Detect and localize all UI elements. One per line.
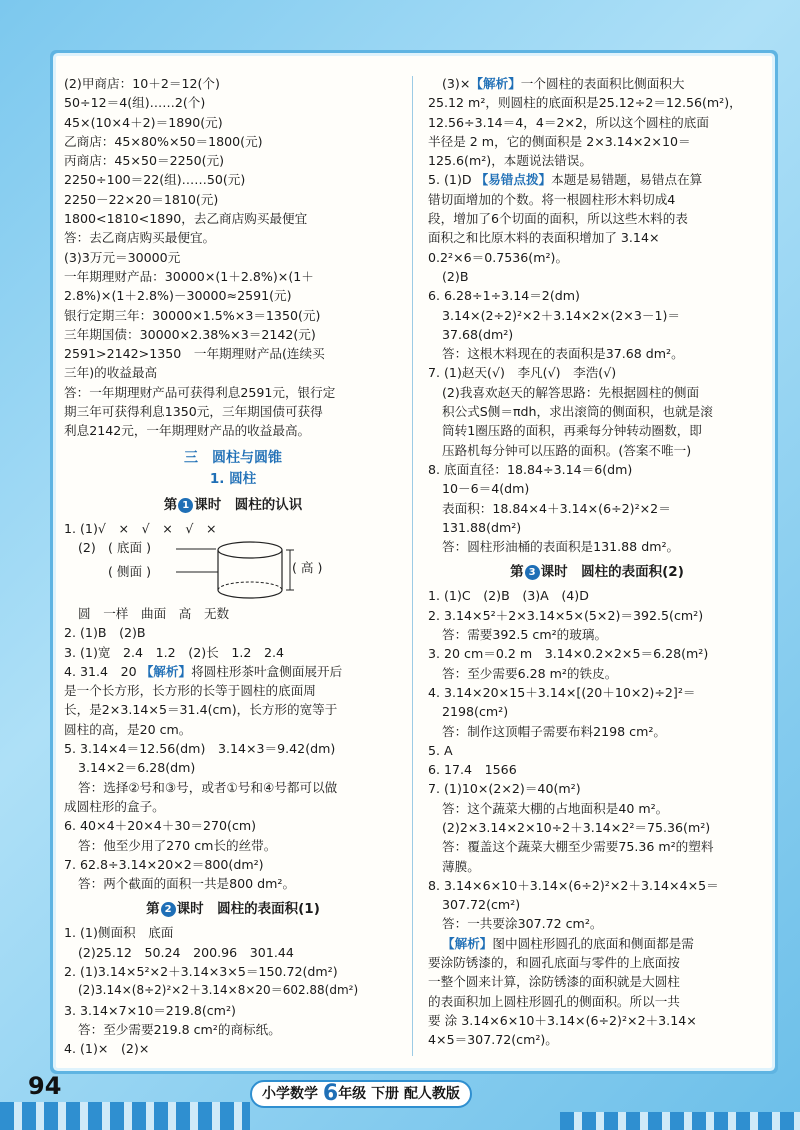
- text-line: 段，增加了6个切面的面积，所以这些木料的表: [428, 211, 688, 227]
- text-line: 10－6＝4(dm): [442, 481, 530, 497]
- text-line: 125.6(m²)，本题说法错误。: [428, 153, 592, 169]
- page-number: 94: [28, 1072, 62, 1100]
- analysis-tag: 【解析】: [470, 76, 521, 91]
- text-line: (2)3.14×(8÷2)²×2＋3.14×8×20＝602.88(dm²): [78, 983, 359, 998]
- cylinder-icon: [172, 540, 302, 602]
- text-line: 7. (1)10×(2×2)＝40(m²): [428, 781, 581, 797]
- text-line: 1. (1)C (2)B (3)A (4)D: [428, 588, 589, 604]
- text-line: 银行定期三年：30000×1.5%×3＝1350(元): [64, 307, 321, 323]
- text-line: 3. (1)宽 2.4 1.2 (2)长 1.2 2.4: [64, 644, 284, 660]
- text-line: (2)2×3.14×2×10÷2＋3.14×2²＝75.36(m²): [442, 819, 711, 835]
- text-line: 2591>2142>1350 一年期理财产品(连续买: [64, 346, 325, 362]
- text-line: (2)B: [442, 268, 469, 284]
- label-side: ( 侧面 ): [108, 563, 152, 579]
- text-line: 筒转1圈压路的面积，再乘每分钟转动圈数，即: [442, 423, 702, 439]
- text-line: 37.68(dm²): [442, 326, 514, 342]
- lesson-title-3: [428, 560, 766, 584]
- text-line: 8. 底面直径：18.84÷3.14＝6(dm): [428, 461, 633, 477]
- text-line: 的表面积加上圆柱形圆孔的侧面积。所以一共: [428, 993, 680, 1009]
- text-line: 50÷12＝4(组)……2(个): [64, 95, 206, 111]
- text-line: (2)甲商店：10＋2＝12(个): [64, 76, 220, 91]
- text-line: 三年期国债：30000×2.38%×3＝2142(元): [64, 326, 316, 342]
- text-line: 答：去乙商店购买最便宜。: [64, 230, 216, 246]
- text-line: 答：制作这顶帽子需要布料2198 cm²。: [442, 723, 667, 739]
- lesson-prefix: 第: [510, 564, 524, 581]
- text-line: [428, 74, 766, 93]
- text-line: 25.12 m²，则圆柱的底面积是25.12÷2＝12.56(m²)，: [428, 95, 742, 111]
- text-line: 圆 一样 曲面 高 无数: [78, 605, 230, 621]
- text-line: (2): [78, 539, 96, 555]
- text-line: 3.14×2＝6.28(dm): [78, 760, 196, 776]
- text-line: 答：这个蔬菜大棚的占地面积是40 m²。: [442, 800, 669, 816]
- text-line: 7. (1)赵天(√) 李凡(√) 李浩(√): [428, 365, 617, 381]
- text-line: 5. A: [428, 742, 453, 758]
- text-line: 答：一共要涂307.72 cm²。: [442, 916, 603, 932]
- subsection-title: 1. 圆柱: [209, 470, 257, 487]
- analysis-tag: 【解析】: [140, 663, 192, 679]
- text-line: 答：这根木料现在的表面积是37.68 dm²。: [442, 346, 684, 362]
- lesson-name: 课时 圆柱的表面积(1): [176, 901, 320, 918]
- text-line: 错切面增加的个数。将一根圆柱形木料切成4: [428, 191, 676, 207]
- page-footer: [0, 1072, 800, 1130]
- text-line: 答：两个截面的面积一共是800 dm²。: [78, 876, 296, 892]
- text-line: 3.14×(2÷2)²×2＋3.14×2×(2×3－1)＝: [442, 307, 680, 323]
- text-line: 面积之和比原木料的表面积增加了 3.14×: [428, 230, 660, 246]
- lesson-prefix: 第: [146, 901, 160, 918]
- text-line: 答：圆柱形油桶的表面积是131.88 dm²。: [442, 539, 680, 555]
- right-column: [428, 74, 766, 1050]
- text-line: 半径是 2 m，它的侧面积是 2×3.14×2×10＝: [428, 133, 691, 149]
- text-line: 表面积：18.84×4＋3.14×(6÷2)²×2＝: [442, 500, 671, 516]
- answer-text: 图中圆柱形圆孔的底面和侧面都是需: [492, 935, 694, 951]
- text-line: 2.8%)×(1＋2.8%)－30000≈2591(元): [64, 288, 292, 304]
- text-line: 4. (1)× (2)×: [64, 1041, 150, 1057]
- text-line: 乙商店：45×80%×50＝1800(元): [64, 133, 263, 149]
- text-line: 3. 3.14×7×10＝219.8(cm²): [64, 1002, 236, 1018]
- footer-stripes: [0, 1102, 250, 1130]
- text-line: 是一个长方形，长方形的长等于圆柱的底面周: [64, 683, 316, 699]
- text-line: 45×(10×4＋2)＝1890(元): [64, 114, 223, 130]
- text-line: 利息2142元，一年期理财产品的收益最高。: [64, 423, 311, 439]
- lesson-name: 课时 圆柱的表面积(2): [540, 564, 684, 581]
- left-column: [64, 74, 402, 1058]
- answer-text: 一个圆柱的表面积比侧面积大: [520, 76, 685, 91]
- text-line: 答：选择②号和③号，或者①号和④号都可以做: [78, 779, 338, 795]
- lesson-number-badge: 2: [161, 902, 176, 917]
- text-line: [428, 170, 766, 189]
- text-line: 6. 40×4＋20×4＋30＝270(cm): [64, 818, 257, 834]
- text-line: 答：至少需要6.28 m²的铁皮。: [442, 665, 618, 681]
- text-line: 1. (1)侧面积 底面: [64, 925, 174, 941]
- error-tip-tag: 【易错点拨】: [475, 172, 552, 188]
- text-line: [64, 662, 402, 681]
- edition-label: 配人教版: [403, 1086, 460, 1102]
- text-line: 要涂防锈漆的，和圆孔底面与零件的上底面按: [428, 955, 680, 971]
- column-divider: [412, 76, 413, 1056]
- text-line: 一整个圆来计算，涂防锈漆的面积就是大圆柱: [428, 974, 680, 990]
- text-line: 圆柱的高，是20 cm。: [64, 721, 192, 737]
- text-line: 三年)的收益最高: [64, 365, 158, 381]
- book-info-badge: [250, 1080, 472, 1108]
- text-line: 12.56÷3.14＝4，4＝2×2，所以这个圆柱的底面: [428, 114, 709, 130]
- text-line: (2)我喜欢赵天的解答思路：先根据圆柱的侧面: [442, 384, 700, 400]
- lesson-name: 课时 圆柱的认识: [194, 496, 303, 513]
- grade-number: 6: [322, 1081, 339, 1106]
- answer-text: 将圆柱形茶叶盒侧面展开后: [191, 663, 343, 679]
- grade-label: 年级: [338, 1086, 367, 1102]
- text-line: 丙商店：45×50＝2250(元): [64, 153, 225, 169]
- text-line: 答：需要392.5 cm²的玻璃。: [442, 627, 608, 643]
- lesson-number-badge: 1: [178, 498, 193, 513]
- text-line: 2. (1)B (2)B: [64, 625, 146, 641]
- answer-page: [56, 56, 772, 1068]
- lesson-prefix: 第: [163, 496, 178, 513]
- subject-label: 小学数学: [262, 1086, 318, 1102]
- lesson-title-1: [64, 493, 402, 517]
- text-line: 131.88(dm²): [442, 519, 522, 535]
- text-line: (2)25.12 50.24 200.96 301.44: [78, 944, 294, 960]
- answer-text: 5. (1)D: [428, 172, 472, 188]
- lesson-title-2: [64, 897, 402, 921]
- text-line: 答：一年期理财产品可获得利息2591元，银行定: [64, 384, 336, 400]
- text-line: 答：他至少用了270 cm长的丝带。: [78, 837, 277, 853]
- lesson-number-badge: 3: [525, 565, 540, 580]
- label-base: ( 底面 ): [108, 539, 152, 555]
- text-line: 4. 3.14×20×15＋3.14×[(20＋10×2)÷2]²＝: [428, 684, 696, 700]
- text-line: 3. 20 cm＝0.2 m 3.14×0.2×2×5＝6.28(m²): [428, 646, 709, 662]
- text-line: 1. (1)√ × √ × √ ×: [64, 520, 217, 536]
- text-line: 307.72(cm²): [442, 897, 521, 913]
- answer-text: 本题是易错题，易错点在算: [551, 172, 703, 188]
- text-line: 积公式S侧＝πdh，求出滚筒的侧面积，也就是滚: [442, 404, 713, 420]
- text-line: 要 涂 3.14×6×10＋3.14×(6÷2)²×2＋3.14×: [428, 1012, 697, 1028]
- text-line: 4×5＝307.72(cm²)。: [428, 1032, 558, 1048]
- text-line: 长，是2×3.14×5＝31.4(cm)，长方形的宽等于: [64, 702, 338, 718]
- text-line: 期三年可获得利息1350元，三年期国债可获得: [64, 404, 323, 420]
- text-line: 1800<1810<1890，去乙商店购买最便宜: [64, 211, 308, 227]
- text-line: 2. 3.14×5²＋2×3.14×5×(5×2)＝392.5(cm²): [428, 607, 704, 623]
- section-title: 三 圆柱与圆锥: [184, 449, 282, 466]
- text-line: 6. 6.28÷1÷3.14＝2(dm): [428, 288, 580, 304]
- text-line: 8. 3.14×6×10＋3.14×(6÷2)²×2＋3.14×4×5＝: [428, 877, 719, 893]
- text-line: 7. 62.8÷3.14×20×2＝800(dm²): [64, 856, 264, 872]
- text-line: 压路机每分钟可以压路的面积。(答案不唯一): [442, 442, 692, 458]
- text-line: 答：覆盖这个蔬菜大棚至少需要75.36 m²的塑料: [442, 839, 714, 855]
- answer-text: 4. 31.4 20: [64, 663, 137, 679]
- footer-stripes-right: [560, 1112, 800, 1130]
- text-line: (3)3万元＝30000元: [64, 249, 181, 265]
- text-line: 2250÷100＝22(组)……50(元): [64, 172, 246, 188]
- text-line: 6. 17.4 1566: [428, 762, 517, 778]
- cylinder-diagram: [64, 538, 402, 604]
- answer-text: (3)×: [442, 76, 471, 91]
- text-line: 成圆柱形的盒子。: [64, 798, 165, 814]
- text-line: 一年期理财产品：30000×(1＋2.8%)×(1＋: [64, 268, 314, 284]
- label-height: ( 高 ): [292, 559, 323, 575]
- text-line: 2198(cm²): [442, 704, 509, 720]
- text-line: 5. 3.14×4＝12.56(dm) 3.14×3＝9.42(dm): [64, 741, 336, 757]
- text-line: 2250－22×20＝1810(元): [64, 191, 219, 207]
- text-line: 薄膜。: [442, 858, 480, 874]
- analysis-tag: 【解析】: [442, 935, 493, 951]
- text-line: 2. (1)3.14×5²×2＋3.14×3×5＝150.72(dm²): [64, 963, 338, 979]
- text-line: [428, 934, 766, 953]
- text-line: 0.2²×6＝0.7536(m²)。: [428, 249, 569, 265]
- term-label: 下册: [371, 1086, 400, 1102]
- text-line: 答：至少需要219.8 cm²的商标纸。: [78, 1021, 281, 1037]
